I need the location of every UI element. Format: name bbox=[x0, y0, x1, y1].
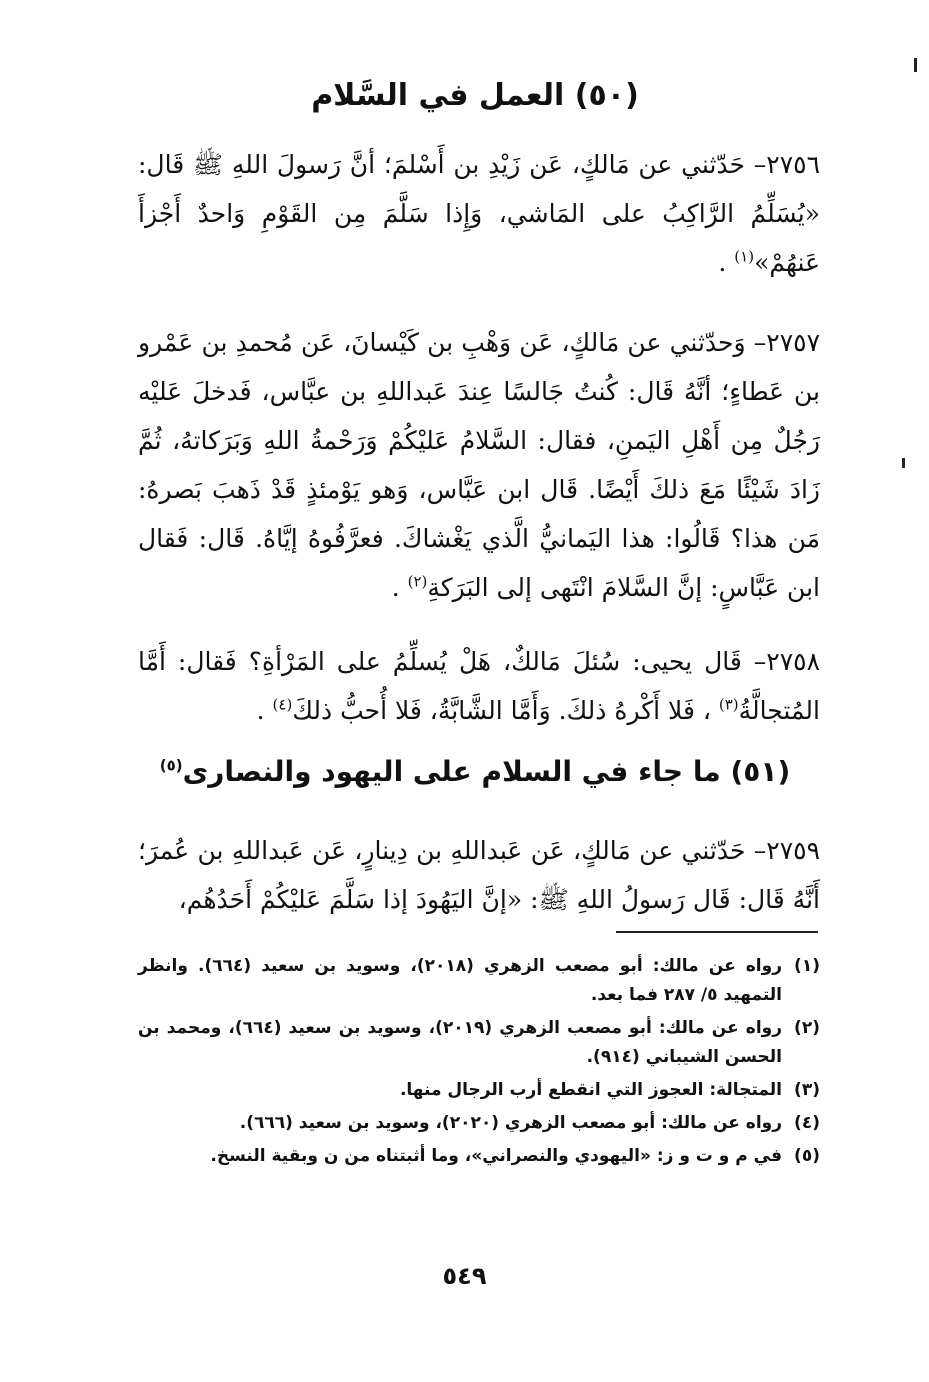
footnote bbox=[138, 952, 820, 1010]
footnote bbox=[138, 1109, 820, 1138]
footnote bbox=[138, 1142, 820, 1171]
page-number: ٥٤٩ bbox=[442, 1262, 487, 1290]
hadith-paragraph-2759 bbox=[138, 826, 820, 924]
section-heading-51 bbox=[130, 755, 820, 788]
footnote-ref: (٤) bbox=[272, 695, 293, 714]
footnote-separator bbox=[616, 931, 818, 933]
footnote bbox=[138, 1076, 820, 1105]
hadith-tail: . bbox=[718, 248, 735, 277]
margin-mark bbox=[902, 458, 905, 468]
footnote-text: رواه عن مالك: أبو مصعب الزهري (٢٠١٨)، وسويد بن سعيد (٦٦٤). وانظر التمهيد ٥/ ٢٨٧ فما بعد. bbox=[138, 956, 782, 1005]
footnote-number: (٥) bbox=[794, 1146, 820, 1166]
footnote-number: (١) bbox=[794, 956, 820, 976]
hadith-tail: . bbox=[256, 696, 273, 725]
hadith-text: ٢٧٥٨– قَال يحيى: سُئلَ مَالكٌ، هَلْ يُسلِّمُ على المَرْأةِ؟ فَقال: أَمَّا المُتجالَّةُ bbox=[138, 647, 820, 725]
footnote-text: رواه عن مالك: أبو مصعب الزهري (٢٠٢٠)، وسويد بن سعيد (٦٦٦). bbox=[239, 1113, 782, 1133]
section-heading-text: (٥٠) العمل في السَّلام bbox=[311, 78, 639, 113]
footnote-text: المتجالة: العجوز التي انقطع أرب الرجال منها. bbox=[399, 1080, 782, 1100]
section-heading-text: (٥١) ما جاء في السلام على اليهود والنصارى bbox=[182, 755, 791, 788]
hadith-text: ٢٧٥٦– حَدّثني عن مَالكٍ، عَن زَيْدِ بن أَسْلمَ؛ أنَّ رَسولَ اللهِ ﷺ قَال: «يُسَلِّمُ الرَّاكِبُ على المَاشي، وَإِذا سَلَّمَ مِن القَوْمِ وَاحدٌ أَجْزأَ عَنهُمْ» bbox=[138, 150, 820, 277]
footnote-ref: (٣) bbox=[718, 695, 739, 714]
footnotes bbox=[138, 952, 820, 1175]
margin-mark bbox=[914, 58, 917, 72]
footnote-number: (٣) bbox=[794, 1080, 820, 1100]
footnote-ref: (٥) bbox=[159, 756, 183, 775]
footnote-number: (٤) bbox=[794, 1113, 820, 1133]
footnote bbox=[138, 1014, 820, 1072]
hadith-text: ، فَلا أَكْرهُ ذلكَ. وَأَمَّا الشَّابَّةُ، فَلا أُحبُّ ذلكَ bbox=[292, 696, 719, 725]
hadith-text: ٢٧٥٧– وَحدّثني عن مَالكٍ، عَن وَهْبِ بن كَيْسانَ، عَن مُحمدِ بن عَمْرو بن عَطاءٍ؛ أنَّهُ قَال: كُنتُ جَالسًا عِندَ عَبداللهِ بن عبَّاس، فَدخلَ عَليْه رَجُلٌ مِن أَهْلِ اليَمنِ، فقال: السَّلامُ عَليْكُمْ وَرَحْمةُ اللهِ وَبَرَكاتهُ، ثُمَّ زَادَ شَيْئًا مَعَ ذلكَ أَيْضًا. قَال ابن عَبَّاس، وَهو يَوْمئذٍ قَدْ ذَهبَ بَصرهُ: مَن هذا؟ قَالُوا: هذا اليَمانيُّ الَّذي يَغْشاكَ. فعرَّفُوهُ إيَّاهُ. قَال: فَقال ابن عَبَّاسٍ: إنَّ السَّلامَ انْتَهى إلى البَرَكةِ bbox=[138, 328, 820, 602]
section-heading-50 bbox=[130, 78, 820, 113]
footnote-text: في م و ت و ز: «اليهودي والنصراني»، وما أثبتناه من ن وبقية النسخ. bbox=[210, 1146, 782, 1166]
hadith-text: ٢٧٥٩– حَدّثني عن مَالكٍ، عَن عَبداللهِ بن دِينارٍ، عَن عَبداللهِ بن عُمرَ؛ أَنَّهُ قَال: قَال رَسولُ اللهِ ﷺ: «إنَّ اليَهُودَ إذا سَلَّمَ عَليْكُمْ أَحَدُهُم، bbox=[138, 836, 820, 914]
footnote-ref: (١) bbox=[734, 247, 755, 266]
footnote-number: (٢) bbox=[794, 1018, 820, 1038]
hadith-paragraph-2757 bbox=[138, 318, 820, 612]
hadith-paragraph-2758 bbox=[138, 637, 820, 735]
footnote-text: رواه عن مالك: أبو مصعب الزهري (٢٠١٩)، وسويد بن سعيد (٦٦٤)، ومحمد بن الحسن الشيباني (٩١٤). bbox=[138, 1018, 782, 1067]
hadith-paragraph-2756 bbox=[138, 140, 820, 287]
footnote-ref: (٢) bbox=[407, 572, 428, 591]
hadith-tail: . bbox=[391, 573, 408, 602]
